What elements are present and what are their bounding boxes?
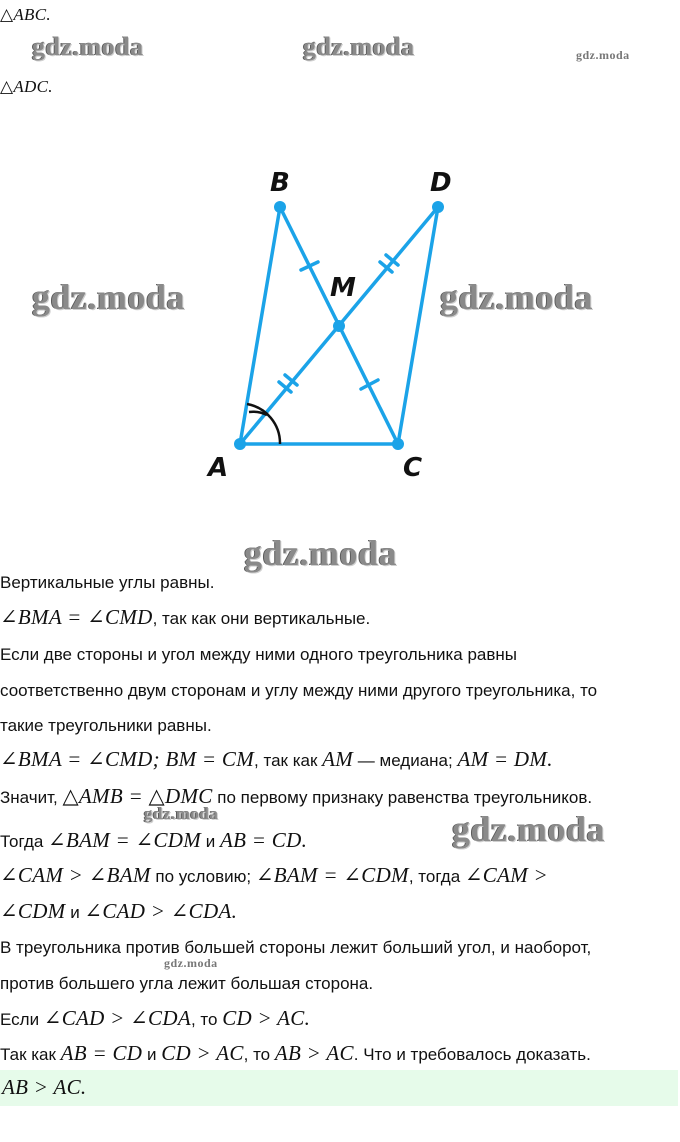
label-d: D [430, 168, 452, 198]
watermark: gdz.moda [32, 277, 186, 317]
point-c [392, 438, 404, 450]
point-b [274, 201, 286, 213]
answer-box [0, 1070, 678, 1106]
point-m [333, 320, 345, 332]
solution-line-5: такие треугольники равны. [0, 716, 212, 735]
watermark: gdz.moda [244, 533, 398, 573]
point-d [432, 201, 444, 213]
solution-line-9: ∠CAM > ∠BAM по условию; ∠BAM = ∠CDM, тогда ∠CAM > [0, 863, 549, 887]
geometry-figure [0, 0, 680, 520]
answer-text: AB > AC. [2, 1075, 87, 1099]
label-c: C [403, 453, 423, 483]
solution-line-7: Значит, △AMB = △DMC по первому признаку равенства треугольников. [0, 784, 593, 808]
label-b: B [270, 168, 290, 198]
watermark: gdz.moda [32, 32, 144, 61]
solution-line-2: ∠BMA = ∠CMD, так как они вертикальные. [0, 605, 371, 629]
solution-line-12: против большего угла лежит большая сторона. [0, 974, 374, 993]
solution-line-4: соответственно двум сторонам и углу между ними другого треугольника, то [0, 681, 598, 700]
triangle-abc-label: △ABC. [0, 5, 51, 24]
solution-line-3: Если две стороны и угол между ними одного треугольника равны [0, 645, 517, 664]
solution-line-14: Так как AB = CD и CD > AC, то AB > AC. Что и требовалось доказать. [0, 1041, 591, 1065]
watermark: gdz.moda [303, 32, 415, 61]
watermark: gdz.moda [144, 804, 219, 823]
triangle-adc-label: △ADC. [0, 77, 53, 96]
solution-line-1: Вертикальные углы равны. [0, 573, 215, 592]
solution-line-13: Если ∠CAD > ∠CDA, то CD > AC. [0, 1006, 311, 1030]
label-a: A [208, 453, 229, 483]
watermark: gdz.moda [164, 956, 218, 970]
point-a [234, 438, 246, 450]
label-m: M [330, 273, 356, 303]
solution-line-6: ∠BMA = ∠CMD; BM = CM, так как AM — медиана; AM = DM. [0, 747, 553, 771]
watermark: gdz.moda [440, 277, 594, 317]
watermark: gdz.moda [452, 809, 606, 849]
segment-cd [398, 207, 438, 444]
watermark: gdz.moda [576, 48, 630, 62]
angle-arc-outer [247, 404, 280, 444]
solution-line-11: В треугольника против большей стороны лежит больший угол, и наоборот, [0, 938, 592, 957]
solution-line-10: ∠CDM и ∠CAD > ∠CDA. [0, 899, 238, 923]
solution-line-8: Тогда ∠BAM = ∠CDM и AB = CD. [0, 828, 308, 852]
